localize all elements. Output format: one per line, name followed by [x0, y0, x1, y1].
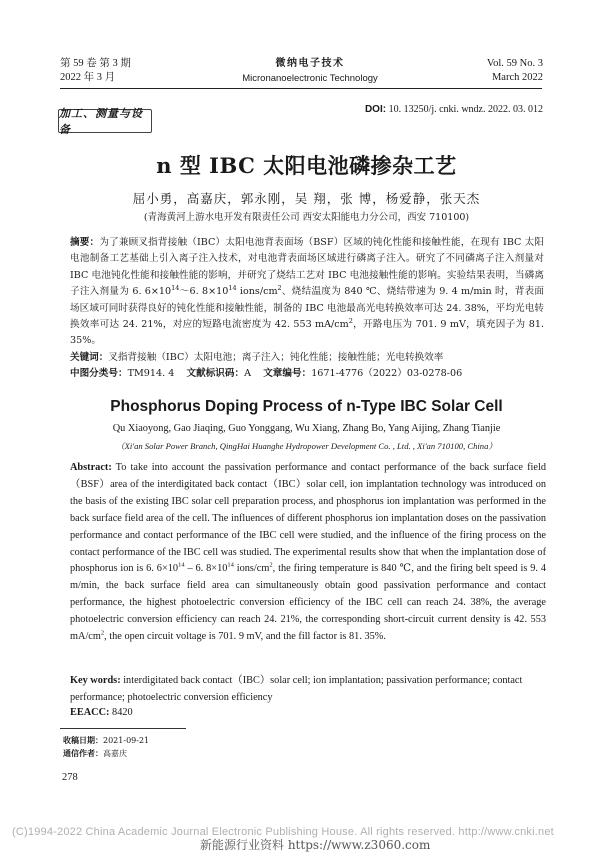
eeacc [70, 707, 133, 718]
doc-code-value: A [244, 368, 252, 379]
volume-cn: 第 59 卷 第 3 期 [60, 58, 131, 69]
received-label: 收稿日期： [63, 735, 103, 745]
date-cn: 2022 年 3 月 [60, 72, 116, 83]
abstract-en-text: , the open circuit voltage is 701. 9 mV, and the fill factor is 81. 35%. [104, 631, 386, 643]
corresponding-author: 高嘉庆 [103, 749, 127, 758]
superscript: 2 [277, 284, 282, 293]
authors-en: Qu Xiaoyong, Gao Jiaqing, Guo Yonggang, Wu Xiang, Zhang Bo, Yang Aijing, Zhang Tianjie [112, 423, 501, 434]
abstract-en-text: – 6. 8×10 [184, 563, 228, 575]
keywords-cn-text: 叉指背接触（IBC）太阳电池；离子注入；钝化性能；接触性能；光电转换效率 [108, 352, 444, 363]
affiliation-cn: (青海黄河上游水电开发有限责任公司 西安太阳能电力分公司，西安 710100) [143, 212, 470, 223]
watermark-text: 新能源行业资料 https://www.z3060.com [200, 838, 431, 852]
abstract-cn-text: ～6. 8×10 [179, 286, 229, 298]
clc-value: TM914. 4 [127, 368, 175, 379]
header-rule [60, 88, 542, 89]
doc-code-label: 文献标识码： [186, 368, 245, 379]
doi-label: DOI: [364, 104, 387, 115]
footnote [63, 734, 149, 760]
abstract-cn-text: 为了兼顾叉指背接触（IBC）太阳电池背表面场（BSF）区域的钝化性能和接触性能，在现有 IBC 太阳电池制备工艺基础上引入离子注入技术，对电池背表面场区域进行磷离子注入。研究了不同磷离子注入剂量对 IBC 电池钝化性能和接触性能的影响，并研究了烧结工艺对 IBC 电池接触性能的影响。实验结果表明，当磷离子注入剂量为 6. 6×10 [70, 237, 544, 298]
superscript: 2 [100, 629, 105, 637]
header-volume-en [487, 57, 543, 85]
authors-cn: 屈小勇，高嘉庆，郭永刚，吴 翔，张 博，杨爱静，张天杰 [132, 191, 481, 206]
abstract-en-label: Abstract: [70, 462, 112, 473]
abstract-cn [70, 235, 544, 350]
keywords-cn-label: 关键词： [70, 352, 109, 363]
header-journal [200, 56, 420, 86]
article-number-label: 文章编号： [263, 368, 312, 379]
header-volume-cn [60, 57, 131, 85]
footnote-rule [60, 728, 186, 729]
journal-name-cn: 微纳电子技术 [275, 58, 345, 69]
journal-name-en: Micronanoelectronic Technology [242, 73, 378, 84]
abstract-en-text: ions/cm [233, 563, 270, 575]
keywords-en [70, 673, 546, 707]
doi-value: 10. 13250/j. cnki. wndz. 2022. 03. 012 [386, 104, 543, 115]
superscript: 14 [171, 284, 180, 293]
title-en: Phosphorus Doping Process of n-Type IBC Solar Cell [110, 398, 503, 415]
keywords-en-label: Key words: [70, 675, 121, 686]
clc-label: 中图分类号： [70, 368, 128, 379]
abstract-en-text: To take into account the passivation performance and contact performance of the back surface field（BSF）area of the interdigitated back contact（IBC）solar cell, ion implantation technology was introduced on the basis of the existing IBC solar cell preparation process, and phosphorus ion implantation was performed in the back surface field area of the cell. The influences of different phosphorus ion implantation doses on the passivation performance and contact performance of the IBC cell were studied, and the influence of the firing process on the contact performance of the IBC cell was studied. The experimental results show that when the implantation dose of phosphorus ion is 6. 6×10 [70, 462, 546, 575]
superscript: 14 [227, 562, 234, 570]
abstract-cn-label: 摘要： [70, 237, 100, 248]
abstract-en [70, 460, 546, 646]
superscript: 14 [228, 284, 237, 293]
abstract-en-text: , the firing temperature is 840 ℃, and the firing belt speed is 9. 4 m/min, the back surface field area can simultaneously obtain good passivation performance and contact performance, the highest photoelectric conversion efficiency of the IBC cell can reach 24. 38%, the average photoelectric conversion efficiency can reach 24. 21%, the corresponding short-circuit current density is 42. 553 mA/cm [70, 563, 546, 643]
classification-cn [70, 366, 544, 381]
abstract-cn-text: ，开路电压为 701. 9 mV，填充因子为 81. 35%。 [70, 319, 544, 347]
abstract-cn-text: 、烧结温度为 840 ℃、烧结带速为 9. 4 m/min 时，背表面场区域可同时获得良好的钝化性能和接触性能，制备的 IBC 电池最高光电转换效率可达 24. 38%，平均光电转换效率可达 24. 21%，对应的短路电流密度为 42. 553 mA/cm [70, 286, 544, 331]
eeacc-value: 8420 [109, 707, 133, 718]
copyright-line: (C)1994-2022 China Academic Journal Electronic Publishing House. All rights reserved. http://www.cnki.net [12, 826, 554, 838]
page-number: 278 [62, 772, 78, 783]
corresponding-author-label: 通信作者： [63, 748, 103, 758]
date-en: March 2022 [491, 72, 543, 83]
received-date: 2021-09-21 [103, 736, 150, 745]
article-number-value: 1671-4776（2022）03-0278-06 [311, 368, 463, 379]
superscript: 2 [348, 316, 353, 325]
keywords-cn [70, 350, 544, 365]
section-label: 加工、测量与设备 [58, 109, 152, 133]
affiliation-en: （Xi'an Solar Power Branch, QingHai Huanghe Hydropower Development Co. , Ltd. , Xi'an 710100, China） [116, 441, 497, 451]
abstract-cn-text: ions/cm [236, 286, 278, 298]
title-cn: n 型 IBC 太阳电池磷掺杂工艺 [156, 153, 457, 178]
superscript: 2 [269, 562, 273, 570]
volume-en: Vol. 59 No. 3 [486, 58, 543, 69]
doi [365, 104, 543, 115]
keywords-en-text: interdigitated back contact（IBC）solar cell; ion implantation; passivation performance; contact performance; photoelectric conversion efficiency [70, 675, 523, 703]
superscript: 14 [178, 562, 185, 570]
eeacc-label: EEACC: [70, 707, 110, 718]
